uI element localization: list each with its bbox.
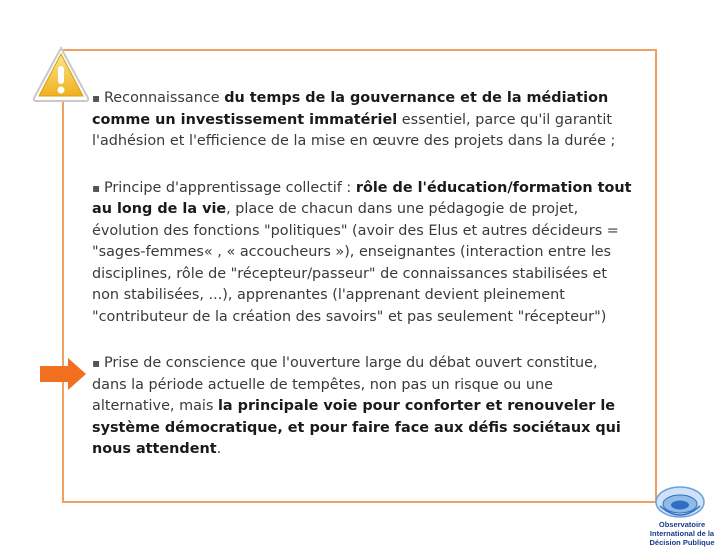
p3-seg-3: .	[216, 441, 222, 457]
bullet-3: ▪	[92, 356, 104, 370]
bullet-1: ▪	[92, 91, 104, 105]
p1-seg-1: Reconnaissance	[103, 90, 225, 106]
main-content	[92, 88, 632, 486]
p1-seg-3: essentiel, parce qu'il garantit l'adhésion et l'efficience de la mise en œuvre des projets dans la durée ;	[92, 111, 616, 149]
p2-seg-2: rôle de l'éducation/formation tout au long de la vie	[92, 179, 632, 217]
bullet-2: ▪	[92, 180, 104, 195]
arrow-right-icon	[38, 356, 88, 392]
p2-seg-3: , place de chacun dans une pédagogie de projet, évolution des fonctions "politiques" (avoir des Elus et autres décideurs = "sages-femmes« , « accoucheurs »), enseignantes (interaction entre les disciplines, rôle de "récepteur/passeur" de connaissances stabilisées et non stabilisées, ...), apprenantes (l'apprenant devient pleinement "contributeur de la création des savoirs" et pas seulement "récepteur")	[92, 201, 619, 325]
p1-seg-2: du temps de la gouvernance et de la médiation comme un investissement immatériel	[92, 90, 609, 128]
paragraph-3	[92, 353, 632, 461]
p2-seg-1: Principe d'apprentissage collectif :	[103, 179, 356, 196]
warning-icon	[30, 44, 92, 104]
logo-line-2: Décision Publique	[649, 538, 715, 547]
logo-line-1: Observatoire International de la	[649, 520, 715, 538]
logo-caption	[644, 520, 720, 547]
p3-seg-1: Prise de conscience que l'ouverture large du débat ouvert constitue, dans la période actuelle de tempêtes, non pas un risque ou une alternative, mais	[92, 355, 598, 414]
paragraph-1	[92, 88, 632, 153]
paragraph-2	[92, 178, 632, 329]
p3-seg-2: la principale voie pour conforter et renouveler le système démocratique, et pour faire face aux défis sociétaux qui nous attendent	[92, 398, 621, 457]
